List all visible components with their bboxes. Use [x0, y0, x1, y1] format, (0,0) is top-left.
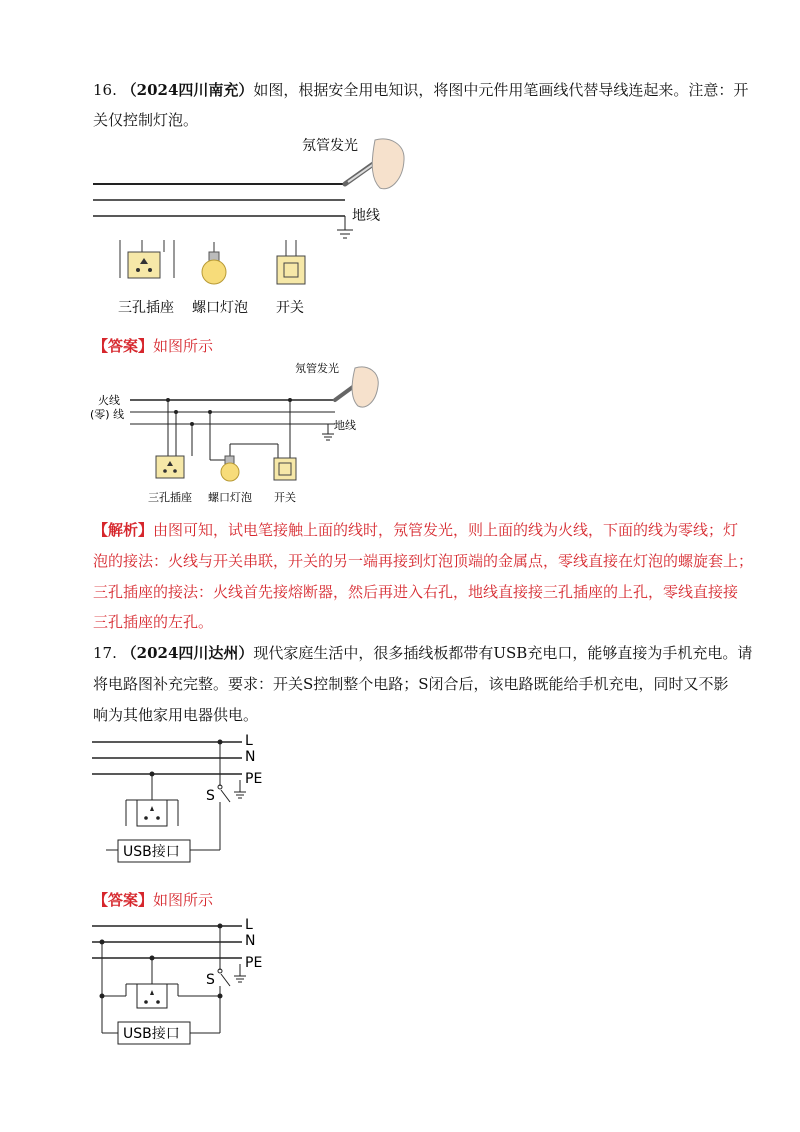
q16-tester-label: 氖管发光 [302, 138, 358, 154]
test-pen-icon [335, 367, 378, 407]
q17a-l-label: L [245, 917, 253, 933]
ground-icon [337, 216, 353, 238]
q17-usb-label: USB接口 [123, 844, 180, 860]
q16-text-2: 关仅控制灯泡。 [93, 111, 199, 129]
q16a-bulb-label: 螺口灯泡 [208, 491, 252, 504]
q17-pe-label: PE [245, 771, 263, 787]
ground-icon [322, 424, 334, 440]
q16-number: 16. [93, 81, 117, 99]
q16-text-1: 如图，根据安全用电知识，将图中元件用笔画线代替导线连起来。注意：开 [253, 81, 749, 99]
q16-source: （2024四川南充） [121, 81, 254, 99]
q16-answer-text: 如图所示 [153, 337, 214, 355]
q17a-pe-label: PE [245, 955, 263, 971]
q17-text-1: 现代家庭生活中，很多插线板都带有USB充电口，能够直接为手机充电。请 [253, 644, 753, 662]
q16-switch-label: 开关 [276, 300, 304, 316]
q17-stem-line1 [93, 643, 752, 663]
q16-analysis-line: 泡的接法：火线与开关串联，开关的另一端再接到灯泡顶端的金属点，零线直接在灯泡的螺旋套上； [93, 552, 754, 570]
q16a-socket-label: 三孔插座 [148, 491, 192, 504]
q17-answer-text: 如图所示 [153, 891, 214, 909]
q16a-tester-label: 氖管发光 [295, 362, 339, 375]
q17-figure [90, 730, 280, 865]
q17a-s-label: S [206, 972, 215, 988]
q17a-usb-label: USB接口 [123, 1026, 180, 1042]
q17-stem-line2: 将电路图补充完整。要求：开关S控制整个电路；S闭合后，该电路既能给手机充电，同时又不影 [93, 675, 729, 693]
q17a-n-label: N [245, 933, 256, 949]
switch-icon [274, 458, 296, 480]
q16-answer [93, 336, 213, 356]
q16-analysis-line: 三孔插座的左孔。 [93, 613, 214, 631]
switch-icon [277, 240, 305, 284]
q17-number: 17. [93, 644, 117, 662]
q16-stem-line2 [93, 110, 198, 130]
q17-l-label: L [245, 733, 253, 749]
switch-s-icon [218, 785, 230, 850]
q16-analysis-tag: 【解析】 [93, 521, 154, 539]
q16-analysis-1 [93, 520, 738, 540]
q16-figure [90, 130, 420, 320]
q17-answer [93, 890, 213, 910]
q16-answer-figure [90, 360, 400, 510]
three-hole-socket-icon [120, 240, 174, 278]
q17-stem-line3: 响为其他家用电器供电。 [93, 706, 259, 724]
q16a-live-label: 火线 [98, 394, 120, 407]
q17-answer-figure [90, 918, 280, 1053]
q16a-ground-label: 地线 [334, 419, 356, 432]
q16a-neutral-label: (零) 线 [90, 408, 125, 421]
q16-socket-label: 三孔插座 [118, 300, 174, 316]
bulb-icon [202, 242, 226, 284]
switch-s-icon [218, 969, 230, 1033]
q16-analysis-line: 由图可知，试电笔接触上面的线时，氖管发光，则上面的线为火线，下面的线为零线；灯 [153, 521, 739, 539]
q16a-switch-label: 开关 [274, 491, 296, 504]
q17-source: （2024四川达州） [121, 644, 254, 662]
q17-n-label: N [245, 749, 256, 765]
socket-icon [126, 800, 178, 826]
q17-answer-tag: 【答案】 [93, 891, 154, 909]
q16-analysis-line: 三孔插座的接法：火线首先接熔断器，然后再进入右孔，地线直接接三孔插座的上孔，零线直接接 [93, 583, 739, 601]
three-hole-socket-icon [156, 456, 184, 478]
q16-ground-label: 地线 [352, 208, 380, 224]
q17-s-label: S [206, 788, 215, 804]
q16-stem-line1 [93, 80, 748, 100]
q16-bulb-label: 螺口灯泡 [192, 300, 248, 316]
q16-answer-tag: 【答案】 [93, 337, 154, 355]
